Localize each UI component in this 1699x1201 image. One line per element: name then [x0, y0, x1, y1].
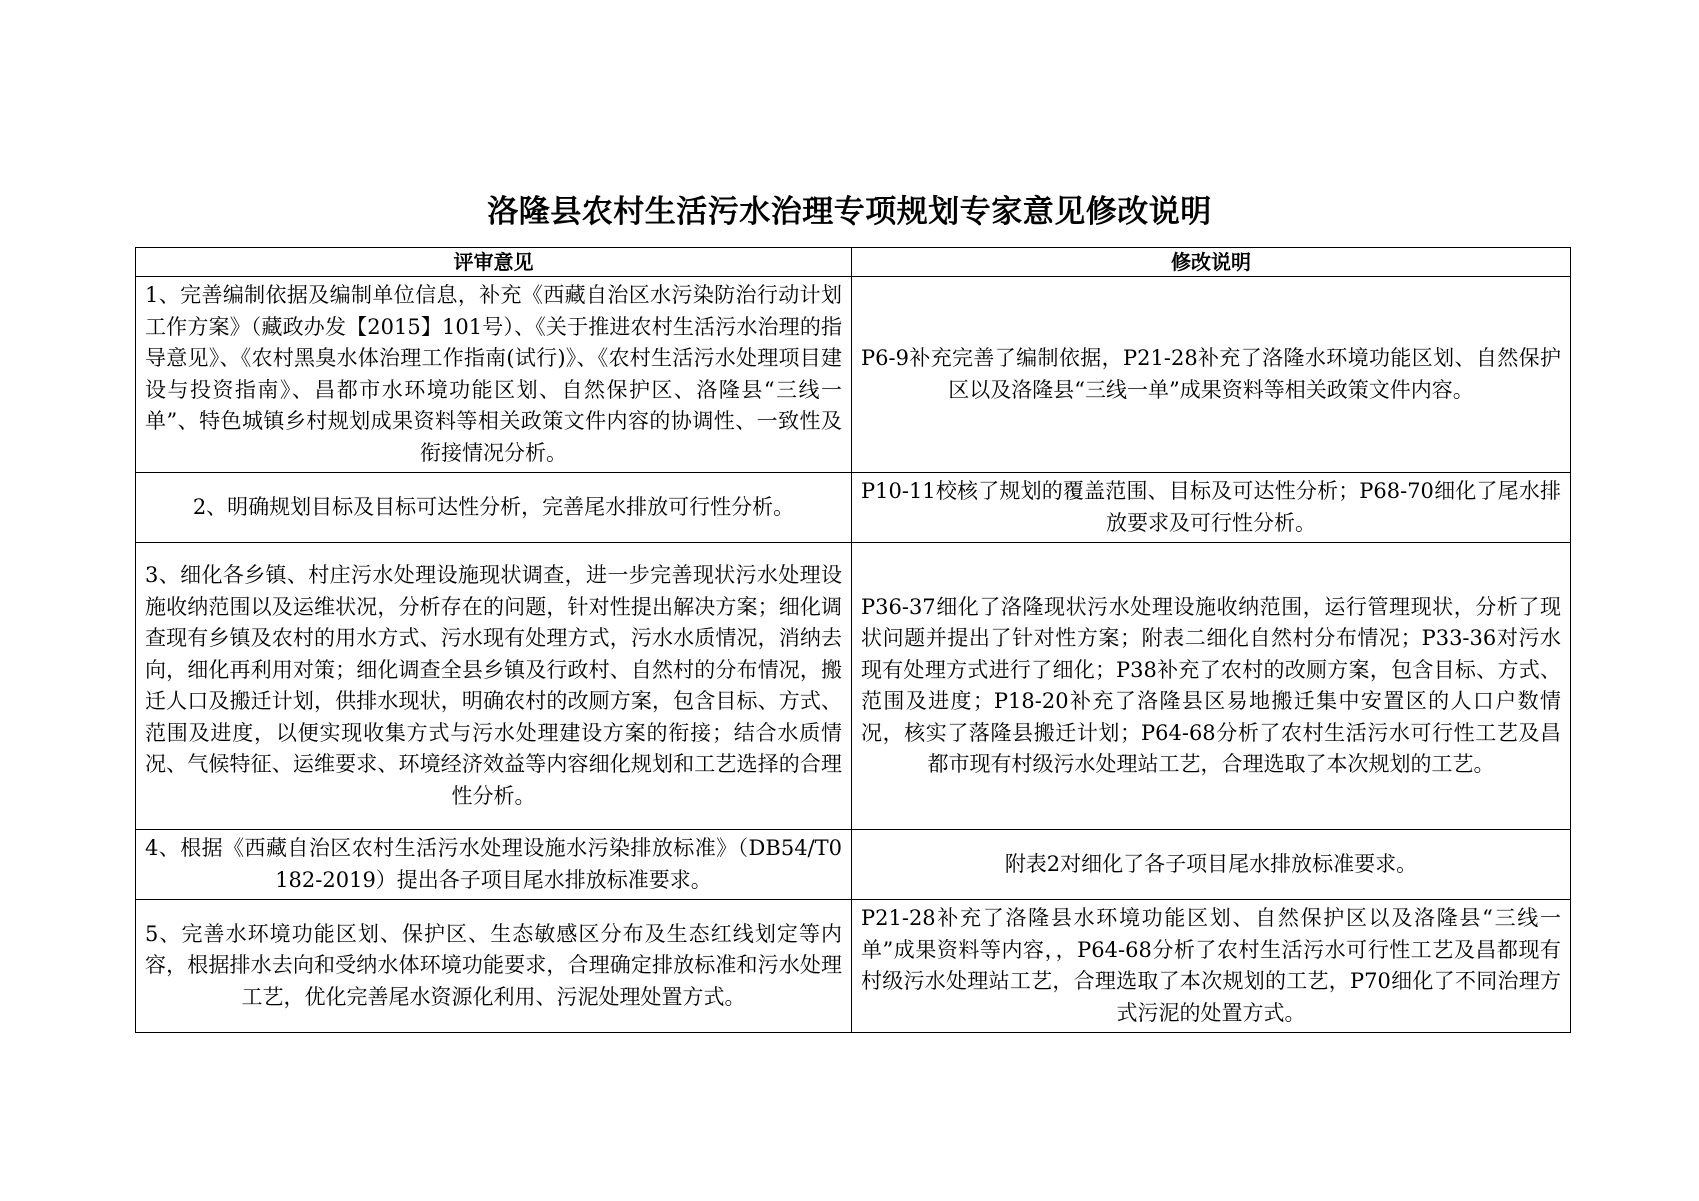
revision-text: 附表2对细化了各子项目尾水排放标准要求。	[1004, 851, 1418, 876]
revision-cell	[852, 900, 1571, 1033]
table-row	[136, 543, 1571, 830]
revision-text: P21-28补充了洛隆县水环境功能区划、自然保护区以及洛隆县“三线一单”成果资料等内容，，P64-68分析了农村生活污水可行性工艺及昌都现有村级污水处理站工艺，合理选取了本次规划的工艺，P70细化了不同治理方式污泥的处置方式。	[861, 906, 1561, 1025]
revision-cell	[852, 473, 1571, 543]
opinion-cell	[136, 277, 852, 473]
header-revision-note: 修改说明	[852, 248, 1571, 277]
revision-text: P36-37细化了洛隆现状污水处理设施收纳范围，运行管理现状，分析了现状问题并提出了针对性方案；附表二细化自然村分布情况；P33-36对污水现有处理方式进行了细化；P38补充了农村的改厕方案，包含目标、方式、范围及进度；P18-20补充了洛隆县区易地搬迁集中安置区的人口户数情况，核实了落隆县搬迁计划；P64-68分析了农村生活污水可行性工艺及昌都市现有村级污水处理站工艺，合理选取了本次规划的工艺。	[861, 594, 1561, 776]
opinion-text: 1、完善编制依据及编制单位信息，补充《西藏自治区水污染防治行动计划工作方案》（藏政办发【2015】101号）、《关于推进农村生活污水治理的指导意见》、《农村黑臭水体治理工作指南(试行)》、《农村生活污水处理项目建设与投资指南》、昌都市水环境功能区划、自然保护区、洛隆县“三线一单”、特色城镇乡村规划成果资料等相关政策文件内容的协调性、一致性及衔接情况分析。	[145, 283, 842, 465]
table-row	[136, 830, 1571, 900]
opinion-cell	[136, 473, 852, 543]
revision-text: P6-9补充完善了编制依据，P21-28补充了洛隆水环境功能区划、自然保护区以及洛隆县“三线一单”成果资料等相关政策文件内容。	[861, 346, 1561, 402]
table-row	[136, 473, 1571, 543]
document-title: 洛隆县农村生活污水治理专项规划专家意见修改说明	[487, 194, 1212, 230]
header-review-opinion: 评审意见	[136, 248, 852, 277]
review-table	[135, 247, 1571, 1033]
table-row	[136, 900, 1571, 1033]
revision-text: P10-11校核了规划的覆盖范围、目标及可达性分析；P68-70细化了尾水排放要求及可行性分析。	[861, 479, 1561, 535]
opinion-text: 5、完善水环境功能区划、保护区、生态敏感区分布及生态红线划定等内容，根据排水去向和受纳水体环境功能要求，合理确定排放标准和污水处理工艺，优化完善尾水资源化利用、污泥处理处置方式。	[145, 921, 842, 1009]
opinion-cell	[136, 830, 852, 900]
opinion-text: 4、根据《西藏自治区农村生活污水处理设施水污染排放标准》（DB54/T0182-2019）提出各子项目尾水排放标准要求。	[145, 836, 842, 892]
table-header-row	[136, 248, 1571, 277]
revision-cell	[852, 277, 1571, 473]
opinion-text: 2、明确规划目标及目标可达性分析，完善尾水排放可行性分析。	[192, 494, 795, 519]
opinion-cell	[136, 543, 852, 830]
revision-cell	[852, 830, 1571, 900]
table-row	[136, 277, 1571, 473]
opinion-cell	[136, 900, 852, 1033]
opinion-text: 3、细化各乡镇、村庄污水处理设施现状调查，进一步完善现状污水处理设施收纳范围以及运维状况，分析存在的问题，针对性提出解决方案；细化调查现有乡镇及农村的用水方式、污水现有处理方式，污水水质情况，消纳去向，细化再利用对策；细化调查全县乡镇及行政村、自然村的分布情况，搬迁人口及搬迁计划，供排水现状，明确农村的改厕方案，包含目标、方式、范围及进度，以便实现收集方式与污水处理建设方案的衔接；结合水质情况、气候特征、运维要求、环境经济效益等内容细化规划和工艺选择的合理性分析。	[145, 563, 842, 808]
revision-cell	[852, 543, 1571, 830]
